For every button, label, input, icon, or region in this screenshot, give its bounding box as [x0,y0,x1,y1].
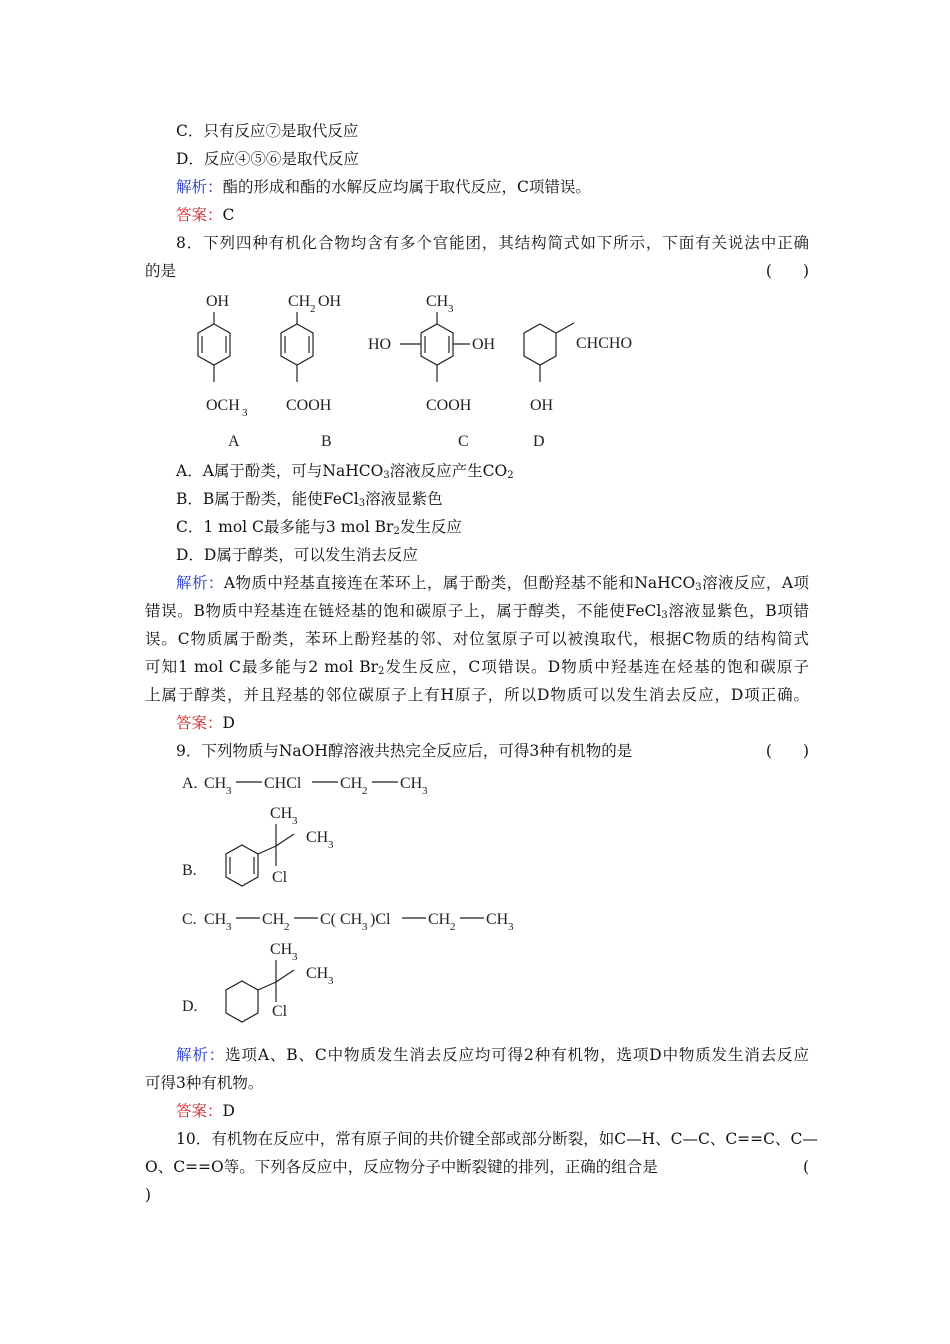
subscript: 3 [226,921,232,933]
q8-stem-line-1: 8．下列四种有机化合物均含有多个官能团，其结构简式如下所示，下面有关说法中正确 [176,234,809,252]
q10-stem-line-3: ) [145,1186,152,1204]
formula-part: CH [306,965,329,982]
q8-option-a-text-2: 溶液反应产生CO [389,462,508,480]
structure-a-sub: 3 [242,407,248,419]
q9-analysis-line-2: 可得3种有机物。 [145,1074,264,1092]
subscript: 3 [383,470,390,481]
subscript: 3 [292,815,298,827]
subscript: 3 [508,921,514,933]
subscript: 3 [422,785,428,797]
structure-b-cooh: COOH [286,397,332,414]
structure-d [510,286,650,456]
formula-part: CH [486,911,509,928]
q8-option-c [176,513,809,541]
option-letter: C. [182,911,197,928]
subscript: 2 [393,526,400,537]
q10-stem-line-2 [145,1153,809,1181]
structure-c-label: C [458,433,469,450]
q8-analysis-line-2 [145,597,809,625]
structure-b [262,286,372,456]
q9-stem-text: 9．下列物质与NaOH醇溶液共热完全反应后，可得3种有机物的是 [176,742,633,760]
structure-b-sub: 2 [310,303,316,315]
structure-d-label: D [533,433,545,450]
structure-a-label: A [228,433,240,450]
q10-stem-text: O、C==O等。下列各反应中，反应物分子中断裂键的排列，正确的组合是 [145,1158,658,1176]
q8-analysis-line-3: 误。C物质属于酚类，苯环上酚羟基的邻、对位氢原子可以被溴取代，根据C物质的结构简式 [145,630,809,648]
q8-option-a-text: A．A属于酚类，可与NaHCO [176,462,384,480]
analysis-text: 溶液显紫色，B项错 [667,602,809,620]
q8-stem-line-2 [145,257,809,285]
q10-bracket-open: ( [802,1158,809,1176]
structure-b-ch: CH [288,293,311,310]
subscript: 2 [507,470,514,481]
q7-option-d: D．反应④⑤⑥是取代反应 [176,150,359,168]
formula-part: CH [270,941,293,958]
q9-option-d [180,936,380,1036]
q8-option-b-text-2: 溶液显紫色 [365,490,443,508]
formula-part: CH [204,775,227,792]
analysis-text: 错误。B物质中羟基连在链烃基的饱和碳原子上，属于醇类，不能使FeCl [145,602,662,620]
answer-label: 答案： [176,206,223,224]
q8-analysis-line-4 [145,653,809,681]
q8-analysis-line-1 [176,569,809,597]
subscript: 3 [695,582,702,593]
structure-a-och: OCH [206,397,240,414]
analysis-label: 解析： [176,178,223,196]
option-letter: D. [182,998,198,1015]
q10-stem-line-1: 10．有机物在反应中，常有原子间的共价键全部或部分断裂，如C—H、C—C、C==C、C— [176,1130,818,1148]
structure-b-oh: OH [318,293,342,310]
formula-part: C( [320,911,336,928]
formula-part: CH [262,911,285,928]
structure-b-label: B [321,433,332,450]
answer-value: D [222,714,235,732]
analysis-text: 溶液反应，A项 [701,574,809,592]
subscript: 2 [362,785,368,797]
q8-stem-end: 的是 [145,262,177,280]
q9-answer-bracket: ( ) [765,742,809,760]
q9-stem [176,737,809,765]
q9-option-b [180,800,380,895]
structure-c-oh: OH [472,336,496,353]
structure-a [180,286,270,456]
answer-label: 答案： [176,714,223,732]
subscript: 3 [328,839,334,851]
q8-answer [176,709,809,737]
q8-option-a [176,457,809,485]
subscript: 2 [378,666,385,677]
q7-analysis [176,173,809,201]
q7-answer [176,201,809,229]
structure-a-oh: OH [206,293,230,310]
q8-analysis-line-5: 上属于醇类，并且羟基的邻位碳原子上有H原子，所以D物质可以发生消去反应，D项正确。 [145,686,809,704]
analysis-text: 酯的形成和酯的水解反应均属于取代反应，C项错误。 [222,178,591,196]
structure-c-sub: 3 [448,303,454,315]
subscript: 3 [226,785,232,797]
subscript: 3 [358,498,366,509]
analysis-text: 发生反应，C项错误。D物质中羟基连在烃基的饱和碳原子 [384,658,809,676]
formula-part: CH [340,775,363,792]
analysis-text: A物质中羟基直接连在苯环上，属于酚类，但酚羟基不能和NaHCO [223,574,696,592]
formula-part: Cl [272,1003,288,1020]
structure-d-oh: OH [530,397,554,414]
subscript: 3 [328,975,334,987]
answer-label: 答案： [176,1102,223,1120]
analysis-label: 解析： [176,574,224,592]
formula-part: CHCl [264,775,302,792]
formula-part: CH [340,911,363,928]
analysis-text: 选项A、B、C中物质发生消去反应均可得2种有机物，选项D中物质发生消去反应 [225,1046,809,1064]
formula-part: )Cl [370,911,391,928]
formula-part: CH [428,911,451,928]
subscript: 2 [450,921,456,933]
answer-value: C [222,206,235,224]
formula-part: CH [270,805,293,822]
formula-part: CH [306,829,329,846]
formula-part: CH [204,911,227,928]
analysis-label: 解析： [176,1046,226,1064]
q9-answer [176,1097,809,1125]
structure-c-ch: CH [426,293,449,310]
subscript: 3 [362,921,368,933]
formula-part: Cl [272,869,288,886]
q8-option-b-text: B．B属于酚类，能使FeCl [176,490,359,508]
q8-option-c-text: C．1 mol C最多能与3 mol Br [176,518,394,536]
structure-d-chcho-label: CHCHO [576,335,633,352]
q8-option-d: D．D属于醇类，可以发生消去反应 [176,546,418,564]
q9-analysis-line-1 [176,1041,809,1069]
structure-c-ho: HO [368,336,392,353]
q9-option-a [180,768,480,798]
formula-part: CH [400,775,423,792]
q9-option-c [180,904,550,934]
structure-c-cooh: COOH [426,397,472,414]
subscript: 2 [284,921,290,933]
option-letter: A. [182,775,198,792]
subscript: 3 [292,951,298,963]
option-letter: B. [182,862,197,879]
q8-option-c-text-2: 发生反应 [399,518,462,536]
q8-answer-bracket: ( ) [765,262,809,280]
q7-option-c: C．只有反应⑦是取代反应 [176,122,359,140]
analysis-text: 可知1 mol C最多能与2 mol Br [145,658,379,676]
subscript: 3 [661,610,668,621]
q8-option-b [176,485,809,513]
answer-value: D [222,1102,235,1120]
structure-c [366,286,516,456]
